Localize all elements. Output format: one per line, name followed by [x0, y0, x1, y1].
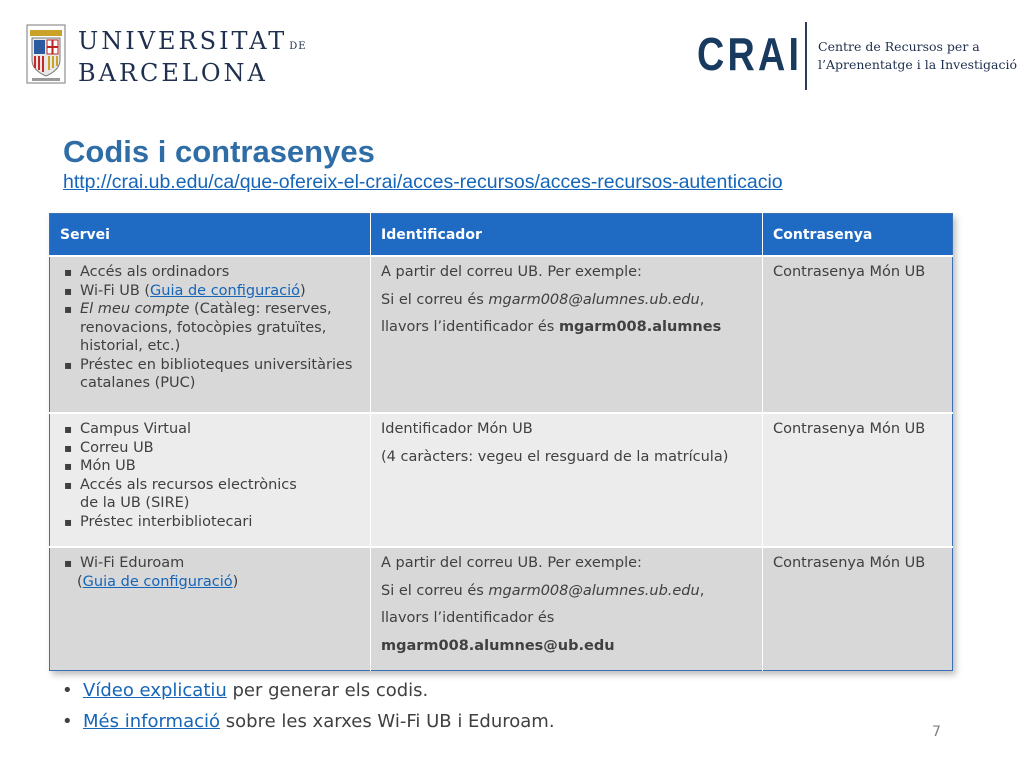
- services-cell: [50, 547, 371, 671]
- service-text: ): [300, 282, 306, 299]
- more-info-link[interactable]: Més informació: [83, 711, 221, 732]
- identifier-cell: [371, 413, 763, 547]
- crai-logo: [697, 22, 1017, 90]
- config-guide-link[interactable]: Guia de configuració: [150, 282, 300, 299]
- services-cell: [50, 256, 371, 413]
- table-row: [50, 256, 953, 413]
- credentials-table: [49, 213, 953, 671]
- services-list: [60, 554, 360, 573]
- authentication-url-link[interactable]: http://crai.ub.edu/ca/que-ofereix-el-crai/acces-recursos/acces-recursos-autenticacio: [63, 171, 783, 193]
- table-row: [50, 547, 953, 671]
- crai-desc-line1: Centre de Recursos per a: [818, 39, 980, 54]
- identifier-line: llavors l’identificador és: [381, 610, 555, 626]
- eduroam-guide: [60, 573, 360, 592]
- ub-name-de: DE: [289, 41, 307, 52]
- identifier-line: Identificador Món UB: [381, 421, 533, 437]
- service-text: Wi-Fi UB (: [80, 282, 151, 299]
- password-cell: Contrasenya Món UB: [763, 547, 953, 671]
- identifier-line: [381, 582, 752, 601]
- identifier-text: Si el correu és: [381, 582, 489, 599]
- identifier-line: A partir del correu UB. Per exemple:: [381, 555, 642, 571]
- service-text: de la UB (SIRE): [80, 495, 190, 511]
- example-email: mgarm008@alumnes.ub.edu: [488, 582, 700, 599]
- list-item: [60, 282, 360, 301]
- column-header-service: Servei: [50, 214, 371, 257]
- list-item: ▪ Préstec en biblioteques universitàries catalanes (PUC): [60, 356, 360, 393]
- column-header-password: Contrasenya: [763, 214, 953, 257]
- config-guide-link[interactable]: Guia de configuració: [82, 573, 233, 590]
- slide-title: Codis i contrasenyes: [63, 134, 375, 169]
- list-item: [60, 476, 360, 513]
- list-item: [62, 706, 555, 737]
- list-item: ▪ Món UB: [60, 457, 360, 476]
- service-text: (Catàleg: reserves, renovacions, fotocòpies gratuïtes, historial, etc.): [80, 301, 332, 354]
- identifier-cell: [371, 547, 763, 671]
- list-item: ▪ Préstec interbibliotecari: [60, 513, 360, 532]
- example-email: mgarm008@alumnes.ub.edu: [488, 291, 700, 308]
- crai-description: [818, 38, 1017, 74]
- identifier-cell: [371, 256, 763, 413]
- identifier-line: [381, 318, 752, 337]
- identifier-text: ,: [699, 291, 705, 308]
- services-list: [60, 263, 360, 393]
- table-header-row: [50, 214, 953, 257]
- list-item: ▪ Accés als ordinadors: [60, 263, 360, 282]
- ub-wordmark: [78, 28, 307, 86]
- identifier-line: A partir del correu UB. Per exemple:: [381, 264, 642, 280]
- note-text: sobre les xarxes Wi-Fi UB i Eduroam.: [220, 711, 555, 732]
- notes-list: [62, 675, 555, 737]
- ub-seal-icon: [26, 24, 66, 84]
- identifier-line: [381, 291, 752, 310]
- service-text-italic: El meu compte: [80, 301, 190, 317]
- identifier-text: llavors l’identificador és: [381, 319, 559, 335]
- services-list: [60, 420, 360, 531]
- video-explanation-link[interactable]: Vídeo explicatiu: [83, 680, 227, 701]
- university-of-barcelona-logo: [26, 24, 307, 87]
- crai-separator: [805, 22, 807, 90]
- service-text: (: [77, 573, 83, 590]
- note-text: per generar els codis.: [226, 680, 429, 701]
- identifier-line: (4 caràcters: vegeu el resguard de la matrícula): [381, 448, 729, 465]
- service-text: ): [232, 573, 239, 590]
- password-cell: Contrasenya Món UB: [763, 256, 953, 413]
- identifier-text: Si el correu és: [381, 291, 489, 308]
- service-text: Accés als recursos electrònics: [80, 476, 297, 493]
- services-cell: [50, 413, 371, 547]
- list-item: [60, 300, 360, 356]
- list-item: ▪ Wi-Fi Eduroam: [60, 554, 360, 573]
- page-number: 7: [932, 724, 941, 740]
- ub-name-line2: BARCELONA: [78, 59, 268, 87]
- crai-wordmark: CRAI: [697, 28, 803, 80]
- example-identifier: mgarm008.alumnes@ub.edu: [381, 637, 615, 654]
- list-item: [62, 675, 555, 706]
- list-item: ▪ Campus Virtual: [60, 420, 360, 439]
- crai-desc-line2: l’Aprenentatge i la Investigació: [818, 57, 1017, 72]
- example-identifier: mgarm008.alumnes: [558, 319, 722, 335]
- identifier-text: ,: [699, 582, 705, 599]
- password-cell: Contrasenya Món UB: [763, 413, 953, 547]
- ub-name-line1: UNIVERSITAT: [78, 27, 288, 55]
- column-header-identifier: Identificador: [371, 214, 763, 257]
- list-item: ▪ Correu UB: [60, 439, 360, 458]
- table-row: [50, 413, 953, 547]
